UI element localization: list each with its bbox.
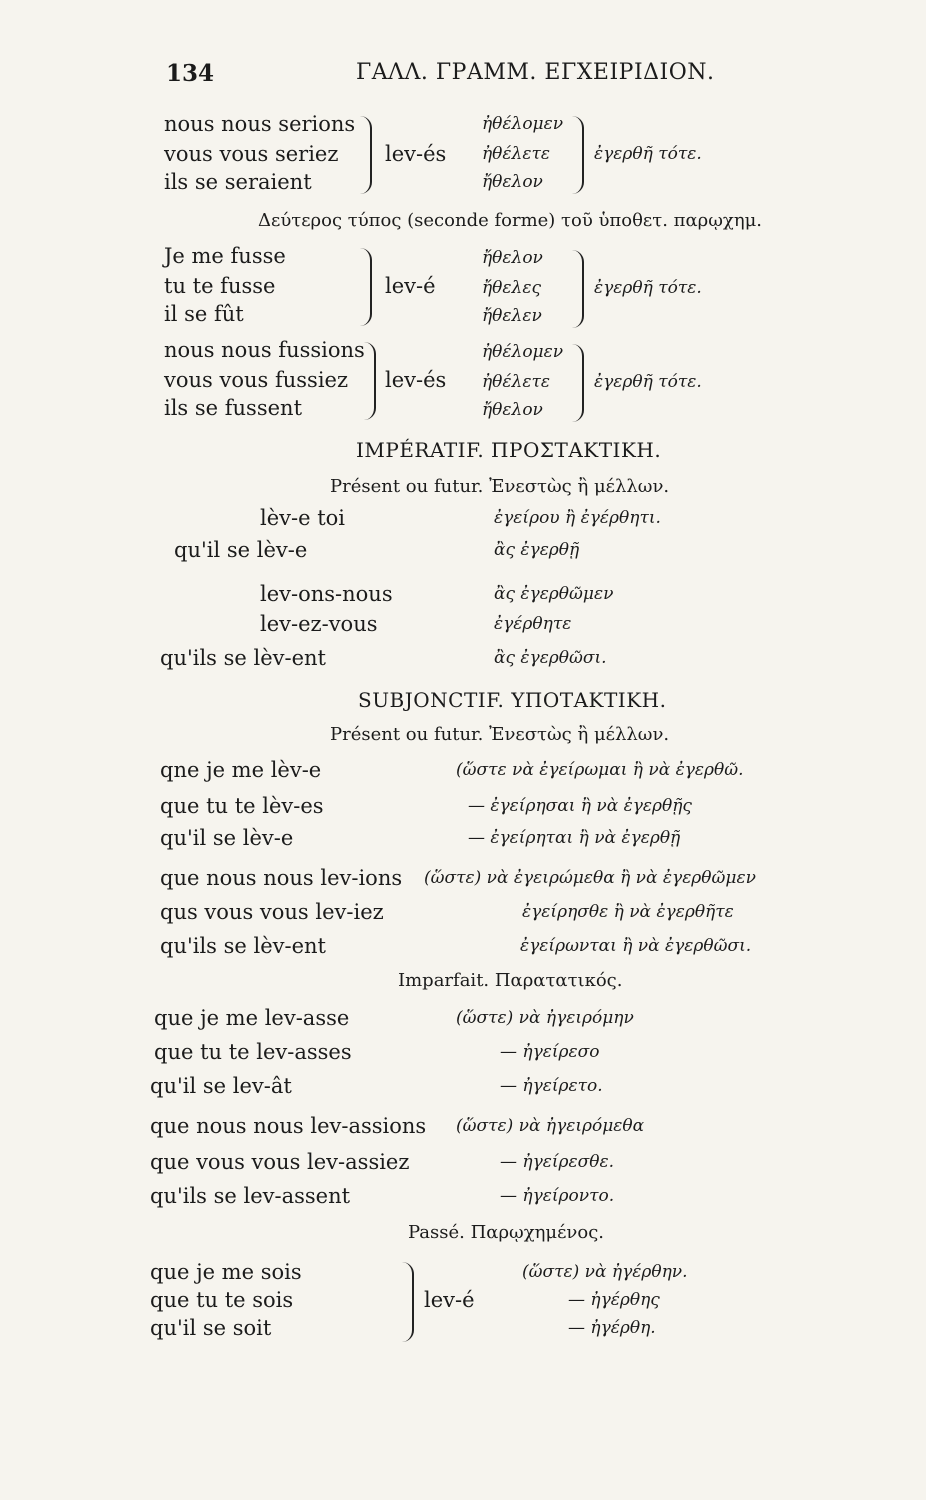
- imperatif-row-5-fr: qu'ils se lèv-ent: [160, 646, 327, 670]
- subj-passe-row-1-fr: que je me sois: [150, 1260, 302, 1284]
- subj-passe-row-2-gr: — ἠγέρθης: [568, 1290, 660, 1310]
- subjonctif-heading: SUBJONCTIF. ΥΠΟΤΑΚΤΙΚΗ.: [358, 688, 667, 712]
- subj-imparfait-row-3-gr: — ἠγείρετο.: [500, 1076, 603, 1096]
- imperatif-row-2-fr: qu'il se lèv-e: [174, 538, 308, 562]
- cond1-row-2-fr: vous vous seriez: [164, 142, 339, 166]
- sf1-row-3-gr: ἤθελεν: [482, 306, 542, 326]
- sf2-row-2-gr: ἠθέλετε: [482, 372, 550, 392]
- subj-present-row-3-fr: qu'il se lèv-e: [160, 826, 294, 850]
- imperatif-subheading: Présent ou futur. Ἐνεστὼς ἢ μέλλων.: [330, 476, 670, 497]
- imperatif-row-4-fr: lev-ez-vous: [260, 612, 378, 636]
- cond1-row-2-gr: ἠθέλετε: [482, 144, 550, 164]
- sf2-row-1-fr: nous nous fussions: [164, 338, 365, 362]
- imperatif-row-3-fr: lev-ons-nous: [260, 582, 393, 606]
- subj-present-row-1-gr: (ὥστε νὰ ἐγείρωμαι ἢ νὰ ἐγερθῶ.: [456, 760, 744, 780]
- cond1-greek-tail: ἐγερθῆ τότε.: [594, 144, 702, 164]
- cond1-row-1-fr: nous nous serions: [164, 112, 356, 136]
- subj-present-row-6-gr: ἐγείρωνται ἢ νὰ ἐγερθῶσι.: [520, 936, 752, 956]
- imperatif-heading: IMPÉRATIF. ΠΡΟΣΤΑΚΤΙΚΗ.: [356, 438, 662, 462]
- subj-imparfait-row-1-gr: (ὥστε) νὰ ἠγειρόμην: [456, 1008, 634, 1028]
- sf2-brace: [364, 342, 376, 420]
- subj-present-row-2-fr: que tu te lèv-es: [160, 794, 324, 818]
- subj-passe-row-2-fr: que tu te sois: [150, 1288, 294, 1312]
- subj-imparfait-row-6-fr: qu'ils se lev-assent: [150, 1184, 351, 1208]
- sf2-row-2-fr: vous vous fussiez: [164, 368, 349, 392]
- subj-imparfait-row-4-gr: (ὥστε) νὰ ἠγειρόμεθα: [456, 1116, 645, 1136]
- page-number: 134: [166, 60, 215, 87]
- sf1-verb: lev-é: [385, 274, 436, 298]
- subj-present-row-6-fr: qu'ils se lèv-ent: [160, 934, 327, 958]
- sf1-row-2-gr: ἤθελες: [482, 278, 541, 298]
- subj-imparfait-row-5-gr: — ἠγείρεσθε.: [500, 1152, 615, 1172]
- subj-present-row-5-fr: qus vous vous lev-iez: [160, 900, 384, 924]
- subj-passe-row-1-gr: (ὥστε) νὰ ἠγέρθην.: [522, 1262, 688, 1282]
- sf2-row-3-fr: ils se fussent: [164, 396, 303, 420]
- sf1-row-3-fr: il se fût: [164, 302, 244, 326]
- cond1-verb: lev-és: [385, 142, 447, 166]
- sf2-row-3-gr: ἤθελον: [482, 400, 543, 420]
- cond1-row-3-gr: ἤθελον: [482, 172, 543, 192]
- subj-imparfait-row-2-fr: que tu te lev-asses: [154, 1040, 352, 1064]
- imperatif-row-4-gr: ἐγέρθητε: [494, 614, 572, 634]
- imperatif-row-1-gr: ἐγείρου ἢ ἐγέρθητι.: [494, 508, 661, 528]
- subj-imparfait-row-6-gr: — ἠγείροντο.: [500, 1186, 615, 1206]
- imperatif-row-1-fr: lèv-e toi: [260, 506, 346, 530]
- subj-imparfait-row-3-fr: qu'il se lev-ât: [150, 1074, 292, 1098]
- subj-passe-brace: [402, 1262, 414, 1342]
- subjonctif-imparfait-subheading: Imparfait. Παρατατικός.: [398, 970, 623, 991]
- subj-present-row-3-gr: — ἐγείρηται ἢ νὰ ἐγερθῇ: [468, 828, 681, 848]
- subj-passe-row-3-gr: — ἠγέρθη.: [568, 1318, 656, 1338]
- subj-imparfait-row-5-fr: que vous vous lev-assiez: [150, 1150, 410, 1174]
- sf1-greek-tail: ἐγερθῆ τότε.: [594, 278, 702, 298]
- cond1-row-3-fr: ils se seraient: [164, 170, 312, 194]
- sf1-row-1-fr: Je me fusse: [164, 244, 286, 268]
- sf1-greek-brace: [572, 250, 584, 328]
- subj-passe-row-3-fr: qu'il se soit: [150, 1316, 272, 1340]
- subj-present-row-2-gr: — ἐγείρησαι ἢ νὰ ἐγερθῇς: [468, 796, 692, 816]
- sf2-row-1-gr: ἠθέλομεν: [482, 342, 564, 362]
- subjonctif-passe-subheading: Passé. Παρῳχημένος.: [408, 1222, 605, 1243]
- subj-passe-verb: lev-é: [424, 1288, 475, 1312]
- subj-present-row-4-gr: (ὥστε) νὰ ἐγειρώμεθα ἢ νὰ ἐγερθῶμεν: [424, 868, 756, 888]
- imperatif-row-2-gr: ἂς ἐγερθῇ: [494, 540, 580, 560]
- subj-imparfait-row-4-fr: que nous nous lev-assions: [150, 1114, 427, 1138]
- subj-present-row-5-gr: ἐγείρησθε ἢ νὰ ἐγερθῆτε: [522, 902, 734, 922]
- cond1-brace: [360, 116, 372, 194]
- imperatif-row-5-gr: ἂς ἐγερθῶσι.: [494, 648, 607, 668]
- subj-imparfait-row-2-gr: — ἠγείρεσο: [500, 1042, 600, 1062]
- imperatif-row-3-gr: ἂς ἐγερθῶμεν: [494, 584, 614, 604]
- sf1-row-2-fr: tu te fusse: [164, 274, 276, 298]
- sf2-verb: lev-és: [385, 368, 447, 392]
- subj-present-row-4-fr: que nous nous lev-ions: [160, 866, 403, 890]
- sf1-brace: [360, 248, 372, 326]
- subj-imparfait-row-1-fr: que je me lev-asse: [154, 1006, 350, 1030]
- cond1-greek-brace: [572, 116, 584, 194]
- subj-present-row-1-fr: qne je me lèv-e: [160, 758, 322, 782]
- running-title: ΓΑΛΛ. ΓΡΑΜΜ. ΕΓΧΕΙΡΙΔΙΟΝ.: [356, 60, 715, 85]
- second-form-heading: Δεύτερος τύπος (seconde forme) τοῦ ὑποθετ. παρῳχημ.: [258, 210, 763, 231]
- cond1-row-1-gr: ἠθέλομεν: [482, 114, 564, 134]
- sf1-row-1-gr: ἤθελον: [482, 248, 543, 268]
- sf2-greek-brace: [572, 344, 584, 422]
- sf2-greek-tail: ἐγερθῆ τότε.: [594, 372, 702, 392]
- subjonctif-present-subheading: Présent ou futur. Ἐνεστὼς ἢ μέλλων.: [330, 724, 670, 745]
